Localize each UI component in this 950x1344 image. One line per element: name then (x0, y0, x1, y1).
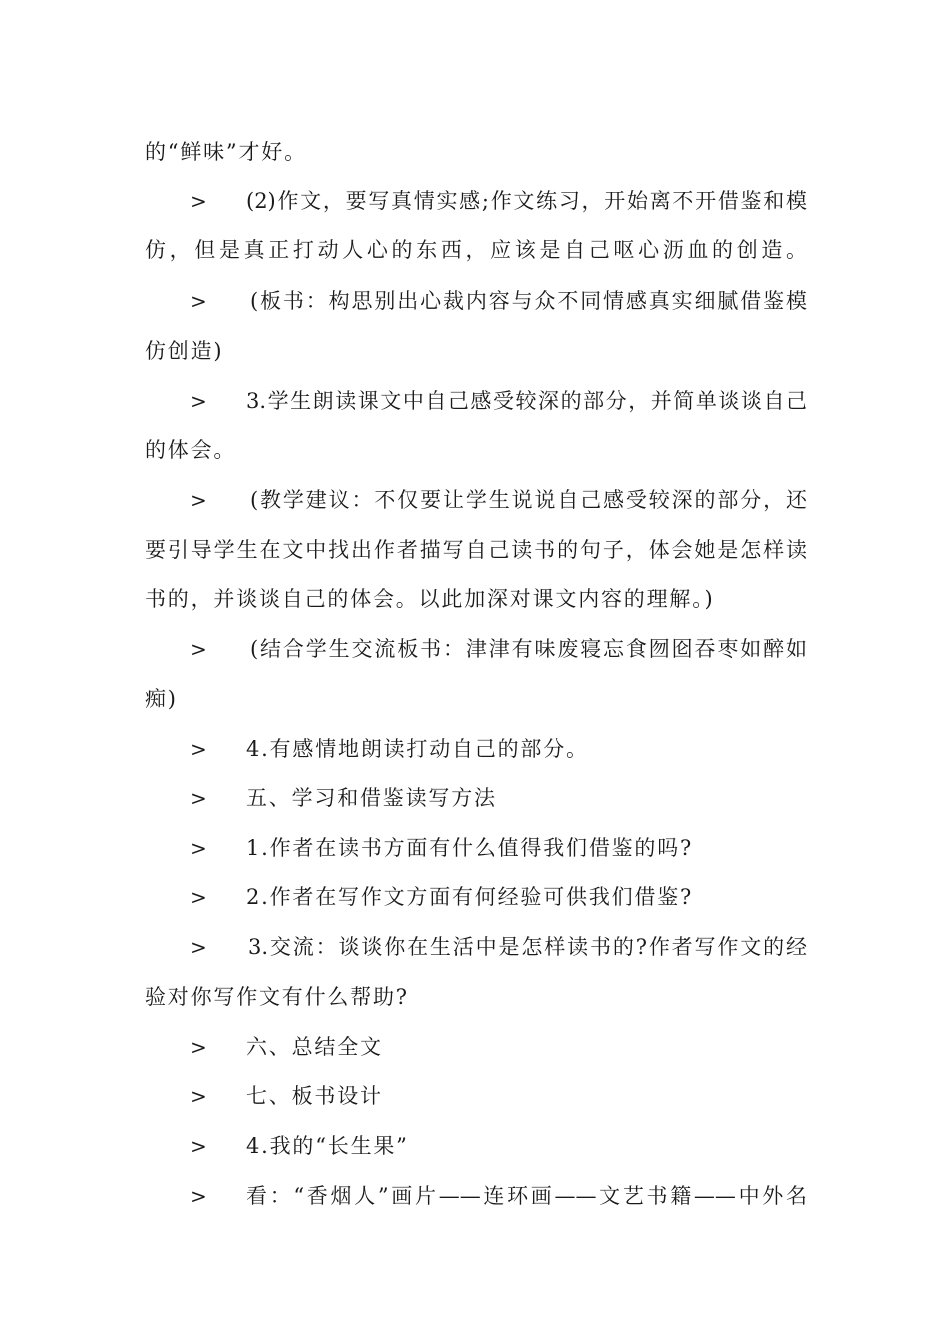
text-line: 的“鲜味”才好。 (145, 140, 307, 164)
section-heading: 七、板书设计 (246, 1084, 383, 1108)
text-line: 3.学生朗读课文中自己感受较深的部分，并简单谈谈自己 (246, 389, 807, 413)
text-line: 3.交流：谈谈你在生活中是怎样读书的?作者写作文的经 (248, 935, 807, 959)
bullet-arrow-icon: > (190, 1084, 207, 1108)
text-line: 要引导学生在文中找出作者描写自己读书的句子，体会她是怎样读 (145, 538, 807, 562)
bullet-arrow-icon: > (190, 189, 207, 213)
text-line: 的体会。 (145, 438, 237, 462)
text-line: (2)作文，要写真情实感;作文练习，开始离不开借鉴和模 (246, 189, 807, 213)
text-line: 看：“香烟人”画片——连环画——文艺书籍——中外名 (246, 1184, 807, 1208)
bullet-arrow-icon: > (190, 1134, 207, 1158)
text-line: 仿，但是真正打动人心的东西，应该是自己呕心沥血的创造。 (145, 238, 807, 262)
bullet-arrow-icon: > (190, 1035, 207, 1059)
text-line: 2.作者在写作文方面有何经验可供我们借鉴? (246, 885, 694, 909)
text-line: 4.我的“长生果” (246, 1134, 409, 1158)
bullet-arrow-icon: > (190, 786, 207, 810)
bullet-arrow-icon: > (190, 488, 207, 512)
bullet-arrow-icon: > (190, 1184, 207, 1208)
text-line: 仿创造) (145, 339, 224, 363)
bullet-arrow-icon: > (190, 389, 207, 413)
text-line: (教学建议：不仅要让学生说说自己感受较深的部分，还 (250, 488, 807, 512)
bullet-arrow-icon: > (190, 637, 207, 661)
text-line: 痴) (145, 687, 178, 711)
bullet-arrow-icon: > (190, 289, 207, 313)
bullet-arrow-icon: > (190, 885, 207, 909)
section-heading: 五、学习和借鉴读写方法 (246, 786, 497, 810)
text-line: 4.有感情地朗读打动自己的部分。 (246, 737, 589, 761)
bullet-arrow-icon: > (190, 836, 207, 860)
bullet-arrow-icon: > (190, 737, 207, 761)
section-heading: 六、总结全文 (246, 1035, 383, 1059)
text-line: 验对你写作文有什么帮助? (145, 985, 409, 1009)
text-line: 1.作者在读书方面有什么值得我们借鉴的吗? (246, 836, 694, 860)
text-line: (板书：构思别出心裁内容与众不同情感真实细腻借鉴模 (250, 289, 807, 313)
bullet-arrow-icon: > (190, 935, 207, 959)
text-line: (结合学生交流板书：津津有味废寝忘食囫囵吞枣如醉如 (250, 637, 807, 661)
text-line: 书的，并谈谈自己的体会。以此加深对课文内容的理解。) (145, 587, 715, 611)
